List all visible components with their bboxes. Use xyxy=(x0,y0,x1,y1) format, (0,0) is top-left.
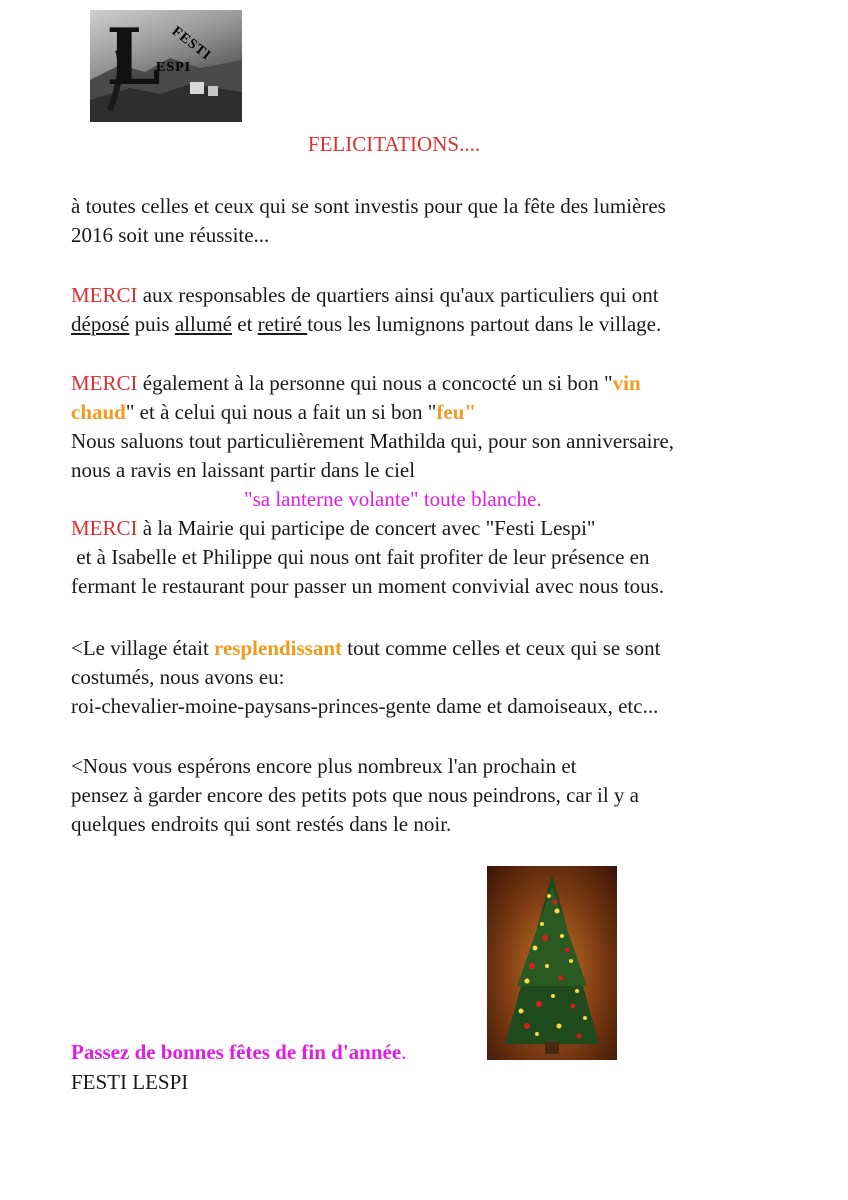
logo-espi: ESPI xyxy=(156,60,192,75)
p5-line2: pensez à garder encore des petits pots que nous peindrons, car il y a xyxy=(71,783,639,807)
p3-line2 xyxy=(71,398,674,427)
paragraph-2 xyxy=(71,281,661,339)
p4-line3: roi-chevalier-moine-paysans-princes-gente dame et damoiseaux, etc... xyxy=(71,694,659,718)
christmas-tree-photo xyxy=(487,866,617,1060)
p3-line1 xyxy=(71,369,674,398)
paragraph-1 xyxy=(71,192,666,250)
closing-dot: . xyxy=(401,1040,407,1064)
word-feu: feu" xyxy=(436,400,477,424)
p3-line7: et à Isabelle et Philippe qui nous ont fait profiter de leur présence en xyxy=(71,545,650,569)
p2-text-1: puis xyxy=(129,312,175,336)
logo-initial: L xyxy=(106,12,161,103)
page-title: FELICITATIONS.... xyxy=(307,132,481,156)
p2-text-3: tous les lumignons partout dans le village. xyxy=(307,312,662,336)
word-depose: déposé xyxy=(71,312,130,336)
p3-line3: Nous saluons tout particulièrement Mathilda qui, pour son anniversaire, xyxy=(71,429,675,453)
p4-line1 xyxy=(71,634,660,663)
word-vin: vin xyxy=(612,371,641,395)
p3-line6-text: à la Mairie qui participe de concert avec "Festi Lespi" xyxy=(137,516,596,540)
merci-word: MERCI xyxy=(71,283,138,307)
lantern-line: "sa lanterne volante" toute blanche. xyxy=(244,487,542,511)
p1-line2: 2016 soit une réussite... xyxy=(71,223,270,247)
p3-line8: fermant le restaurant pour passer un moment convivial avec nous tous. xyxy=(71,574,665,598)
p2-line2 xyxy=(71,310,661,339)
word-allume: allumé xyxy=(174,312,232,336)
word-resplendissant: resplendissant xyxy=(214,636,343,660)
word-chaud: chaud xyxy=(71,400,126,424)
word-retire: retiré xyxy=(257,312,308,336)
paragraph-3 xyxy=(71,369,674,601)
p1-line1: à toutes celles et ceux qui se sont investis pour que la fête des lumières xyxy=(71,194,666,218)
p4-text-a: <Le village était xyxy=(71,636,215,660)
p2-text-2: et xyxy=(232,312,258,336)
christmas-tree-icon xyxy=(487,866,617,1060)
closing-line xyxy=(71,1040,406,1065)
p3-line6 xyxy=(71,514,674,543)
festi-lespi-logo xyxy=(90,10,242,122)
p3-text-a: également à la personne qui nous a concocté un si bon " xyxy=(137,371,613,395)
p4-line2: costumés, nous avons eu: xyxy=(71,665,285,689)
p4-text-b: tout comme celles et ceux qui se sont xyxy=(342,636,661,660)
signature: FESTI LESPI xyxy=(71,1070,189,1094)
p2-line1-text: aux responsables de quartiers ainsi qu'aux particuliers qui ont xyxy=(137,283,659,307)
merci-word: MERCI xyxy=(71,371,138,395)
logo-festi: FESTI xyxy=(168,24,214,64)
p2-line1 xyxy=(71,281,661,310)
p3-line4: nous a ravis en laissant partir dans le ciel xyxy=(71,458,416,482)
p5-line1: <Nous vous espérons encore plus nombreux l'an prochain et xyxy=(71,754,577,778)
merci-word: MERCI xyxy=(71,516,138,540)
paragraph-4 xyxy=(71,634,660,721)
p3-text-b: " et à celui qui nous a fait un si bon " xyxy=(125,400,437,424)
paragraph-5 xyxy=(71,752,639,839)
p5-line3: quelques endroits qui sont restés dans le noir. xyxy=(71,812,452,836)
closing-text: Passez de bonnes fêtes de fin d'année xyxy=(71,1040,402,1064)
